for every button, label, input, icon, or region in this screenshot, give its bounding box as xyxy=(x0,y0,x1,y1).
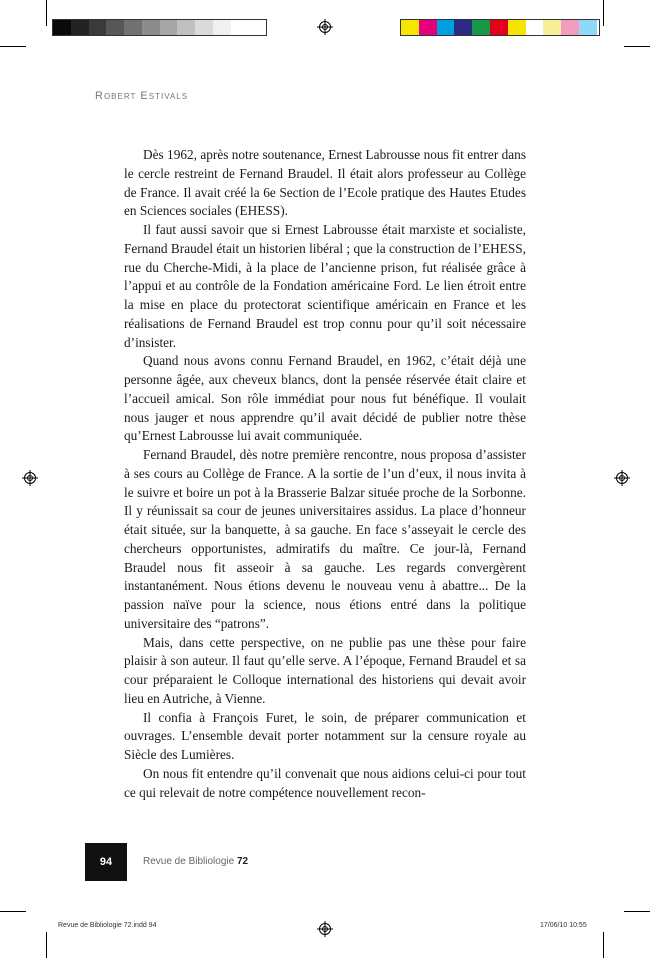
paragraph: Dès 1962, après notre soutenance, Ernest Labrousse nous fit entrer dans le cercle restreint de Fernand Braudel. Il était alors professeur au Collège de France. Il avait créé la 6e Section de l’Ecole pratique des Hautes Etudes en Sciences sociales (EHESS). xyxy=(124,147,526,219)
crop-mark xyxy=(624,911,650,912)
color-swatch xyxy=(454,20,472,35)
journal-name: Revue de Bibliologie xyxy=(143,856,235,867)
crop-mark xyxy=(0,46,26,47)
paragraph: Fernand Braudel, dès notre première rencontre, nous proposa d’assister à ses cours au Collège de France. A la sortie de l’un d’eux, il nous invita à le suivre et boire un pot à la Brasserie Balzar située proche de la Sorbonne. Il y réunissait sa cour de jeunes universitaires assidus. La place d’honneur était située, sur la banquette, à sa gauche. En face s’asseyait le cercle des chercheurs opportunistes, admiratifs du maître. Ce jour-là, Fernand Braudel nous fit asseoir à sa gauche. Les regards convergèrent instantanément. Nous étions devenu le nouveau venu à abattre... De la passion naïve pour la science, nous étions entré dans la politique universitaire des “patrons”. xyxy=(124,447,526,631)
slug-date: 17/06/10 10:55 xyxy=(540,922,587,929)
registration-mark-icon xyxy=(317,19,333,35)
page-number: 94 xyxy=(85,843,127,881)
color-swatch xyxy=(508,20,526,35)
crop-mark xyxy=(624,46,650,47)
grayscale-color-bar xyxy=(52,19,267,36)
color-swatch xyxy=(526,20,544,35)
paragraph: Il confia à François Furet, le soin, de préparer communication et ouvrages. L’ensemble devait porter notamment sur la censure royale au Siècle des Lumières. xyxy=(124,709,526,762)
paragraph: Mais, dans cette perspective, on ne publie pas une thèse pour faire plaisir à son auteur. Il faut qu’elle serve. A l’époque, Fernand Braudel et sa cour préparaient le Colloque international des historiens qui devait avoir lieu en Autriche, à Vienne. xyxy=(124,634,526,706)
crop-mark xyxy=(603,0,604,26)
journal-issue: 72 xyxy=(236,856,249,867)
crop-mark xyxy=(46,932,47,958)
color-swatch xyxy=(248,20,266,35)
body-text xyxy=(124,146,526,802)
slug-filename: Revue de Bibliologie 72.indd 94 xyxy=(58,922,157,929)
crop-mark xyxy=(46,0,47,26)
registration-mark-icon xyxy=(614,470,630,486)
paragraph: On nous fit entendre qu’il convenait que nous aidions celui-ci pour tout ce qui relevait de notre compétence nouvellement recon- xyxy=(124,765,526,800)
color-swatch xyxy=(106,20,124,35)
crop-mark xyxy=(0,911,26,912)
color-swatch xyxy=(472,20,490,35)
color-swatch xyxy=(71,20,89,35)
color-swatch xyxy=(177,20,195,35)
color-swatch xyxy=(195,20,213,35)
color-swatch xyxy=(124,20,142,35)
cmyk-color-bar xyxy=(400,19,600,36)
paragraph: Il faut aussi savoir que si Ernest Labrousse était marxiste et socialiste, Fernand Braudel était un historien libéral ; que la construction de l’EHESS, rue du Cherche-Midi, à la place de l’ancienne prison, fut réalisée grâce à l’appui et au contrôle de la Fondation américaine Ford. Le lien étroit entre la mise en place du protectorat scientifique américain en France et les réalisations de Fernand Braudel est trop connu pour qu’il soit nécessaire d’insister. xyxy=(124,222,526,350)
paragraph: Quand nous avons connu Fernand Braudel, en 1962, c’était déjà une personne âgée, aux cheveux blancs, dont la pensée réservée était claire et l’accueil amical. Son rôle immédiat pour nous fut bénéfique. Il voulait nous jauger et nous apprendre qu’il avait décidé de publier notre thèse qu’Ernest Labrousse lui avait communiquée. xyxy=(124,353,526,444)
color-swatch xyxy=(419,20,437,35)
color-swatch xyxy=(561,20,579,35)
color-swatch xyxy=(53,20,71,35)
color-swatch xyxy=(213,20,231,35)
color-swatch xyxy=(579,20,597,35)
color-swatch xyxy=(231,20,249,35)
registration-mark-icon xyxy=(22,470,38,486)
color-swatch xyxy=(142,20,160,35)
color-swatch xyxy=(490,20,508,35)
registration-mark-icon xyxy=(317,921,333,937)
crop-mark xyxy=(603,932,604,958)
running-head: Robert Estivals xyxy=(95,90,189,102)
color-swatch xyxy=(543,20,561,35)
footer-journal-title xyxy=(143,856,248,867)
color-swatch xyxy=(89,20,107,35)
color-swatch xyxy=(437,20,455,35)
color-swatch xyxy=(401,20,419,35)
color-swatch xyxy=(160,20,178,35)
